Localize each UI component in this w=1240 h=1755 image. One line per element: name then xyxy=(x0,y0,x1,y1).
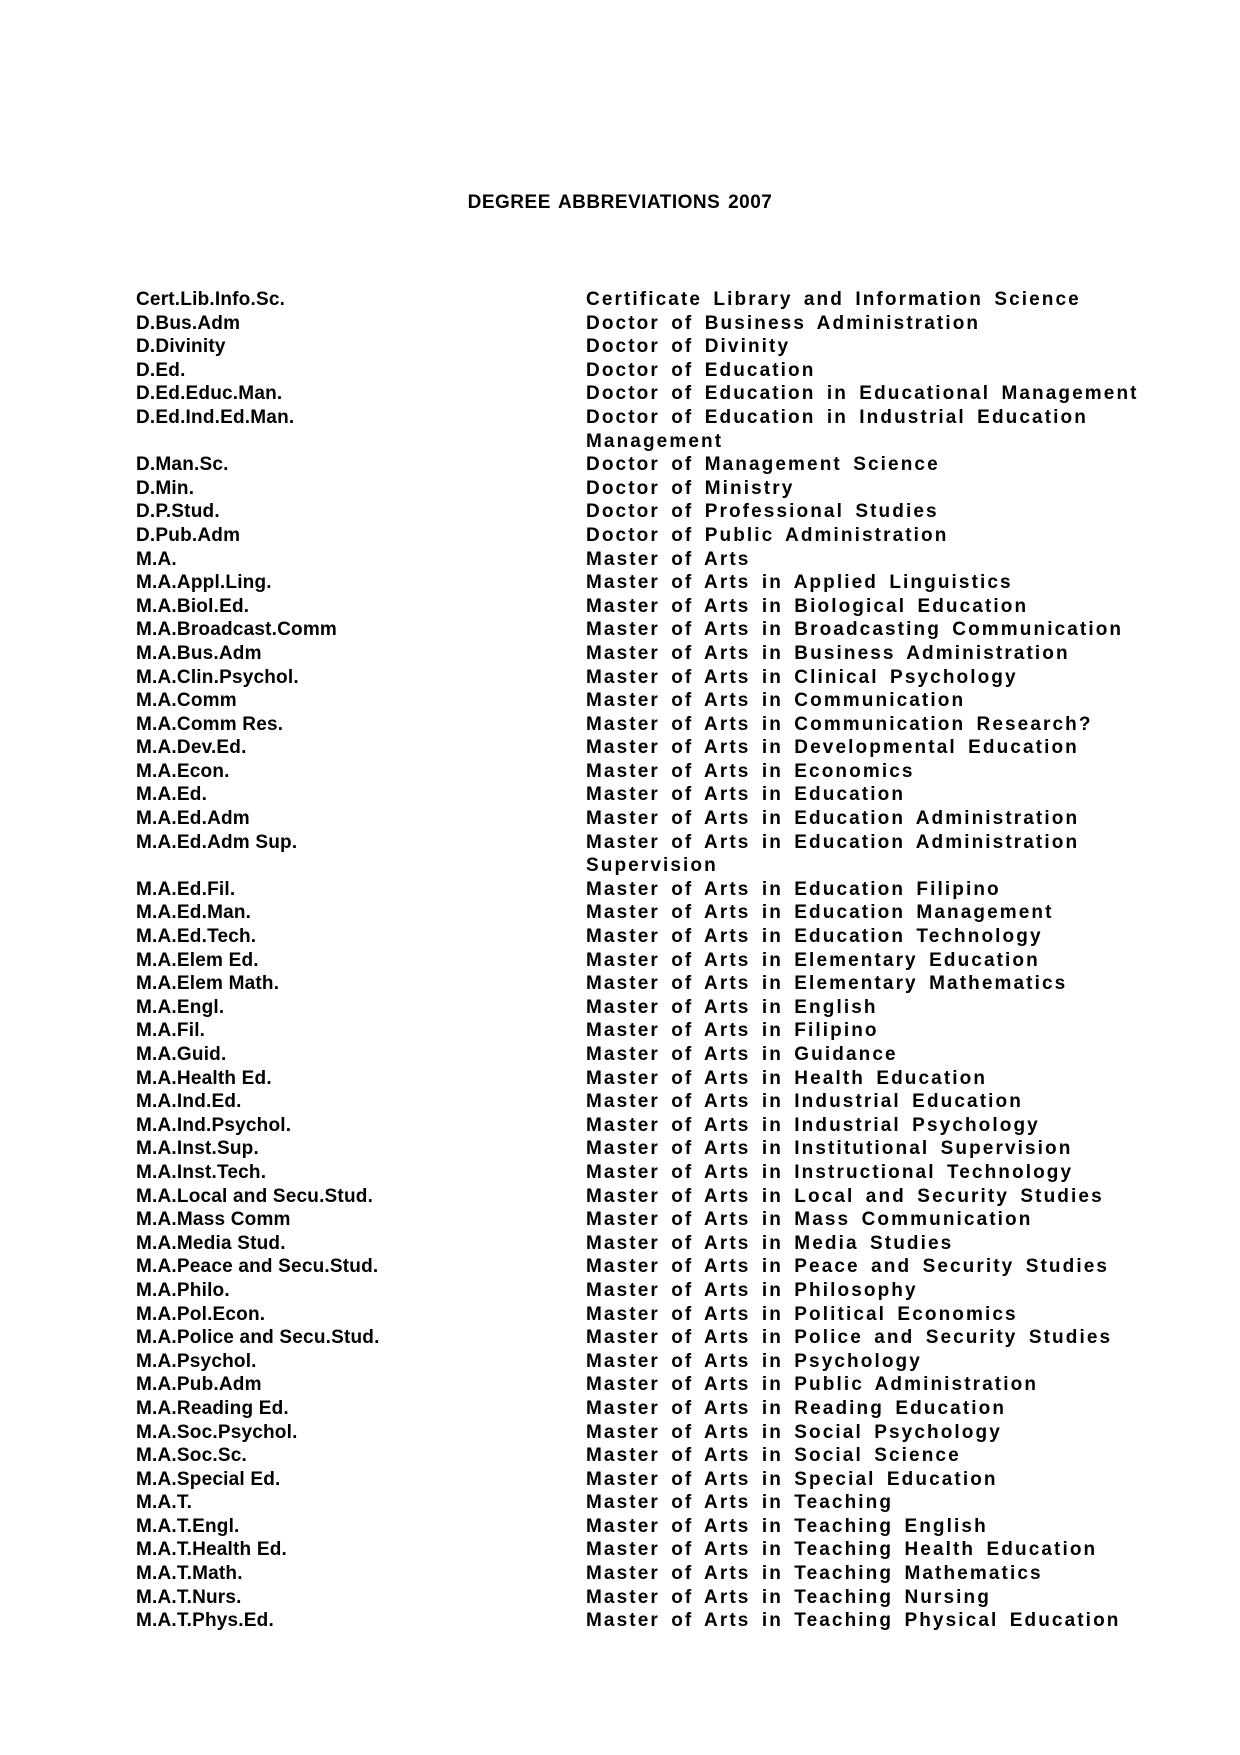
degree-full-name: Master of Arts in Education Management xyxy=(586,902,1054,924)
degree-abbreviation: M.A.Media Stud. xyxy=(136,1232,286,1254)
degree-full-name: Master of Arts in Elementary Mathematics xyxy=(586,973,1068,995)
degree-abbreviation: M.A.Philo. xyxy=(136,1279,230,1301)
degree-abbreviation: M.A.Pol.Econ. xyxy=(136,1303,266,1325)
degree-abbreviation: M.A.Guid. xyxy=(136,1044,227,1065)
degree-full-name: Master of Arts in Biological Education xyxy=(586,595,1029,617)
degree-full-name: Master of Arts in Guidance xyxy=(586,1044,898,1065)
degree-full-name: Master of Arts in Teaching Physical Education xyxy=(586,1610,1121,1632)
degree-abbreviation: D.Man.Sc. xyxy=(136,454,229,476)
degree-abbreviation: M.A.Fil. xyxy=(136,1020,206,1042)
list-item xyxy=(136,1279,1136,1303)
list-item xyxy=(136,1232,1136,1256)
degree-full-name: Master of Arts in Social Psychology xyxy=(586,1421,1002,1443)
list-item xyxy=(136,1137,1136,1161)
list-item xyxy=(136,1303,1136,1327)
degree-full-name: Master of Arts in Teaching xyxy=(586,1492,894,1514)
degree-full-name: Master of Arts in Business Administration xyxy=(586,642,1070,664)
list-item xyxy=(136,595,1136,619)
degree-abbreviation: M.A.Elem Math. xyxy=(136,973,280,995)
list-item xyxy=(136,524,1136,548)
degree-abbreviation: M.A.Soc.Psychol. xyxy=(136,1421,298,1443)
list-item xyxy=(136,1350,1136,1374)
list-item xyxy=(136,1444,1136,1468)
degree-full-name: Master of Arts in Local and Security Studies xyxy=(586,1185,1104,1207)
degree-abbreviation: M.A.Dev.Ed. xyxy=(136,737,247,759)
list-item xyxy=(136,996,1136,1020)
degree-full-name: Master of Arts xyxy=(586,548,751,570)
list-item xyxy=(136,807,1136,831)
list-item xyxy=(136,1397,1136,1421)
degree-full-name: Doctor of Management Science xyxy=(586,454,940,476)
degree-abbreviation: M.A.Comm Res. xyxy=(136,713,284,735)
degree-abbreviation: M.A.Econ. xyxy=(136,760,230,782)
degree-abbreviation: M.A.Special Ed. xyxy=(136,1468,281,1490)
degree-full-name: Master of Arts in Elementary Education xyxy=(586,949,1040,971)
degree-full-name: Doctor of Professional Studies xyxy=(586,501,939,523)
list-item xyxy=(136,1114,1136,1138)
degree-abbreviation: M.A.T.Phys.Ed. xyxy=(136,1610,274,1632)
degree-abbreviation: M.A.T.Health Ed. xyxy=(136,1539,287,1561)
degree-abbreviation: M.A.Clin.Psychol. xyxy=(136,666,299,688)
degree-abbreviation: D.P.Stud. xyxy=(136,501,220,523)
list-item xyxy=(136,878,1136,902)
degree-abbreviation: M.A.T.Engl. xyxy=(136,1515,240,1537)
list-item xyxy=(136,689,1136,713)
degree-abbreviation: D.Ed. xyxy=(136,359,186,381)
degree-full-name: Master of Arts in Reading Education xyxy=(586,1397,1007,1419)
list-item xyxy=(136,477,1136,501)
degree-abbreviation: M.A.Elem Ed. xyxy=(136,949,259,971)
degree-abbreviation: M.A.Ed. xyxy=(136,784,208,806)
degree-full-name: Master of Arts in Clinical Psychology xyxy=(586,666,1018,688)
degree-full-name: Master of Arts in Police and Security Studies xyxy=(586,1327,1113,1349)
degree-abbreviation: D.Min. xyxy=(136,477,195,499)
degree-full-name: Doctor of Education in Educational Management xyxy=(586,383,1139,405)
list-item xyxy=(136,618,1136,642)
degree-abbreviation: M.A.Inst.Sup. xyxy=(136,1138,259,1160)
list-item xyxy=(136,1538,1136,1562)
list-item xyxy=(136,1609,1136,1633)
degree-abbreviation: M.A.Engl. xyxy=(136,996,225,1018)
list-item xyxy=(136,382,1139,406)
degree-abbreviation: Cert.Lib.Info.Sc. xyxy=(136,289,286,310)
degree-full-name: Master of Arts in English xyxy=(586,996,878,1018)
degree-abbreviation: M.A.Bus.Adm xyxy=(136,642,262,664)
list-item xyxy=(136,1515,1136,1539)
degree-full-name: Master of Arts in Education xyxy=(586,784,906,806)
degree-full-name: Doctor of Business Administration xyxy=(586,312,981,334)
degree-full-name: Doctor of Education in Industrial Education Management xyxy=(586,406,1088,452)
degree-abbreviation: M.A.Police and Secu.Stud. xyxy=(136,1327,380,1349)
list-item xyxy=(136,1090,1136,1114)
degree-full-name: Master of Arts in Industrial Education xyxy=(586,1091,1023,1113)
degree-full-name: Master of Arts in Education Filipino xyxy=(586,878,1001,900)
degree-abbreviation: M.A.Ed.Man. xyxy=(136,902,252,924)
list-item xyxy=(136,500,1136,524)
degree-abbreviation: M.A.Soc.Sc. xyxy=(136,1445,247,1467)
degree-full-name: Master of Arts in Filipino xyxy=(586,1020,879,1042)
degree-full-name: Master of Arts in Political Economics xyxy=(586,1303,1018,1325)
list-item xyxy=(136,406,1136,453)
degree-abbreviation: M.A.Ed.Tech. xyxy=(136,926,257,948)
degree-full-name: Master of Arts in Media Studies xyxy=(586,1232,954,1254)
list-item xyxy=(136,713,1136,737)
list-item xyxy=(136,1019,1136,1043)
list-item xyxy=(136,1326,1136,1350)
degree-full-name: Master of Arts in Applied Linguistics xyxy=(586,572,1013,594)
degree-full-name: Doctor of Education xyxy=(586,359,816,381)
list-item xyxy=(136,1208,1136,1232)
degree-full-name: Master of Arts in Peace and Security Studies xyxy=(586,1256,1110,1278)
list-item xyxy=(136,666,1136,690)
degree-abbreviation: M.A.Health Ed. xyxy=(136,1067,272,1089)
list-item xyxy=(136,783,1136,807)
list-item xyxy=(136,1373,1136,1397)
degree-abbreviation: M.A.T.Nurs. xyxy=(136,1586,242,1608)
list-item xyxy=(136,548,1136,572)
degree-full-name: Master of Arts in Public Administration xyxy=(586,1374,1039,1396)
degree-abbreviation: M.A.Ed.Adm xyxy=(136,808,250,830)
list-item xyxy=(136,642,1136,666)
list-item xyxy=(136,312,1136,336)
list-item xyxy=(136,1043,1136,1067)
list-item xyxy=(136,1161,1136,1185)
list-item xyxy=(136,1562,1136,1586)
degree-full-name: Master of Arts in Education Administration Supervision xyxy=(586,831,1080,877)
degree-full-name: Master of Arts in Industrial Psychology xyxy=(586,1114,1040,1136)
degree-full-name: Master of Arts in Communication xyxy=(586,690,966,712)
degree-abbreviation: M.A.Inst.Tech. xyxy=(136,1161,267,1183)
list-item xyxy=(136,1491,1136,1515)
list-item xyxy=(136,1421,1136,1445)
degree-full-name: Master of Arts in Social Science xyxy=(586,1445,961,1467)
degree-full-name: Master of Arts in Psychology xyxy=(586,1350,922,1372)
degree-full-name: Master of Arts in Teaching Mathematics xyxy=(586,1563,1043,1585)
degree-abbreviation: M.A.T.Math. xyxy=(136,1563,243,1585)
list-item xyxy=(136,925,1136,949)
degree-abbreviation: M.A.T. xyxy=(136,1492,193,1514)
list-item xyxy=(136,901,1136,925)
degree-full-name: Master of Arts in Philosophy xyxy=(586,1279,918,1301)
degree-full-name: Master of Arts in Special Education xyxy=(586,1468,998,1490)
degree-abbreviation: M.A.Broadcast.Comm xyxy=(136,619,338,641)
degree-full-name: Master of Arts in Health Education xyxy=(586,1067,988,1089)
degree-full-name: Master of Arts in Instructional Technology xyxy=(586,1161,1074,1183)
abbreviation-list xyxy=(136,288,1139,1633)
degree-full-name: Master of Arts in Education Administration xyxy=(586,808,1080,830)
degree-abbreviation: M.A. xyxy=(136,548,177,570)
list-item xyxy=(136,760,1136,784)
degree-full-name: Certificate Library and Information Science xyxy=(586,289,1081,310)
list-item xyxy=(136,1067,1136,1091)
degree-abbreviation: M.A.Comm xyxy=(136,690,237,712)
degree-abbreviation: M.A.Pub.Adm xyxy=(136,1374,262,1396)
degree-full-name: Master of Arts in Economics xyxy=(586,760,915,782)
list-item xyxy=(136,359,1136,383)
degree-abbreviation: D.Ed.Educ.Man. xyxy=(136,383,283,405)
list-item xyxy=(136,736,1136,760)
degree-full-name: Master of Arts in Communication Research? xyxy=(586,713,1093,735)
degree-full-name: Master of Arts in Institutional Supervision xyxy=(586,1138,1073,1160)
degree-full-name: Doctor of Divinity xyxy=(586,336,791,358)
degree-full-name: Master of Arts in Teaching Nursing xyxy=(586,1586,991,1608)
list-item xyxy=(136,571,1136,595)
degree-full-name: Master of Arts in Developmental Education xyxy=(586,737,1079,759)
degree-abbreviation: D.Divinity xyxy=(136,336,226,358)
degree-abbreviation: M.A.Reading Ed. xyxy=(136,1397,289,1419)
degree-abbreviation: M.A.Local and Secu.Stud. xyxy=(136,1185,374,1207)
degree-abbreviation: M.A.Ind.Ed. xyxy=(136,1091,242,1113)
degree-abbreviation: M.A.Biol.Ed. xyxy=(136,595,250,617)
list-item xyxy=(136,1468,1136,1492)
degree-abbreviation: M.A.Mass Comm xyxy=(136,1209,291,1231)
list-item xyxy=(136,1255,1136,1279)
degree-abbreviation: M.A.Psychol. xyxy=(136,1350,257,1372)
degree-abbreviation: M.A.Ed.Fil. xyxy=(136,878,236,900)
list-item xyxy=(136,288,1136,312)
list-item xyxy=(136,1586,1136,1610)
degree-abbreviation: D.Pub.Adm xyxy=(136,524,241,546)
degree-abbreviation: M.A.Ind.Psychol. xyxy=(136,1114,292,1136)
degree-full-name: Doctor of Ministry xyxy=(586,477,795,499)
list-item xyxy=(136,949,1136,973)
list-item xyxy=(136,1185,1136,1209)
degree-abbreviation: M.A.Appl.Ling. xyxy=(136,572,272,594)
degree-full-name: Master of Arts in Broadcasting Communication xyxy=(586,619,1124,641)
degree-full-name: Master of Arts in Teaching English xyxy=(586,1515,988,1537)
degree-abbreviation: D.Ed.Ind.Ed.Man. xyxy=(136,406,295,428)
degree-abbreviation: M.A.Peace and Secu.Stud. xyxy=(136,1256,379,1278)
list-item xyxy=(136,831,1136,878)
degree-full-name: Master of Arts in Teaching Health Education xyxy=(586,1539,1098,1561)
degree-full-name: Master of Arts in Mass Communication xyxy=(586,1209,1033,1231)
degree-abbreviation: D.Bus.Adm xyxy=(136,312,241,334)
list-item xyxy=(136,972,1136,996)
list-item xyxy=(136,453,1136,477)
list-item xyxy=(136,335,1136,359)
degree-full-name: Doctor of Public Administration xyxy=(586,524,949,546)
degree-full-name: Master of Arts in Education Technology xyxy=(586,926,1043,948)
degree-abbreviation: M.A.Ed.Adm Sup. xyxy=(136,831,298,853)
page-title: DEGREE ABBREVIATIONS 2007 xyxy=(467,192,773,213)
